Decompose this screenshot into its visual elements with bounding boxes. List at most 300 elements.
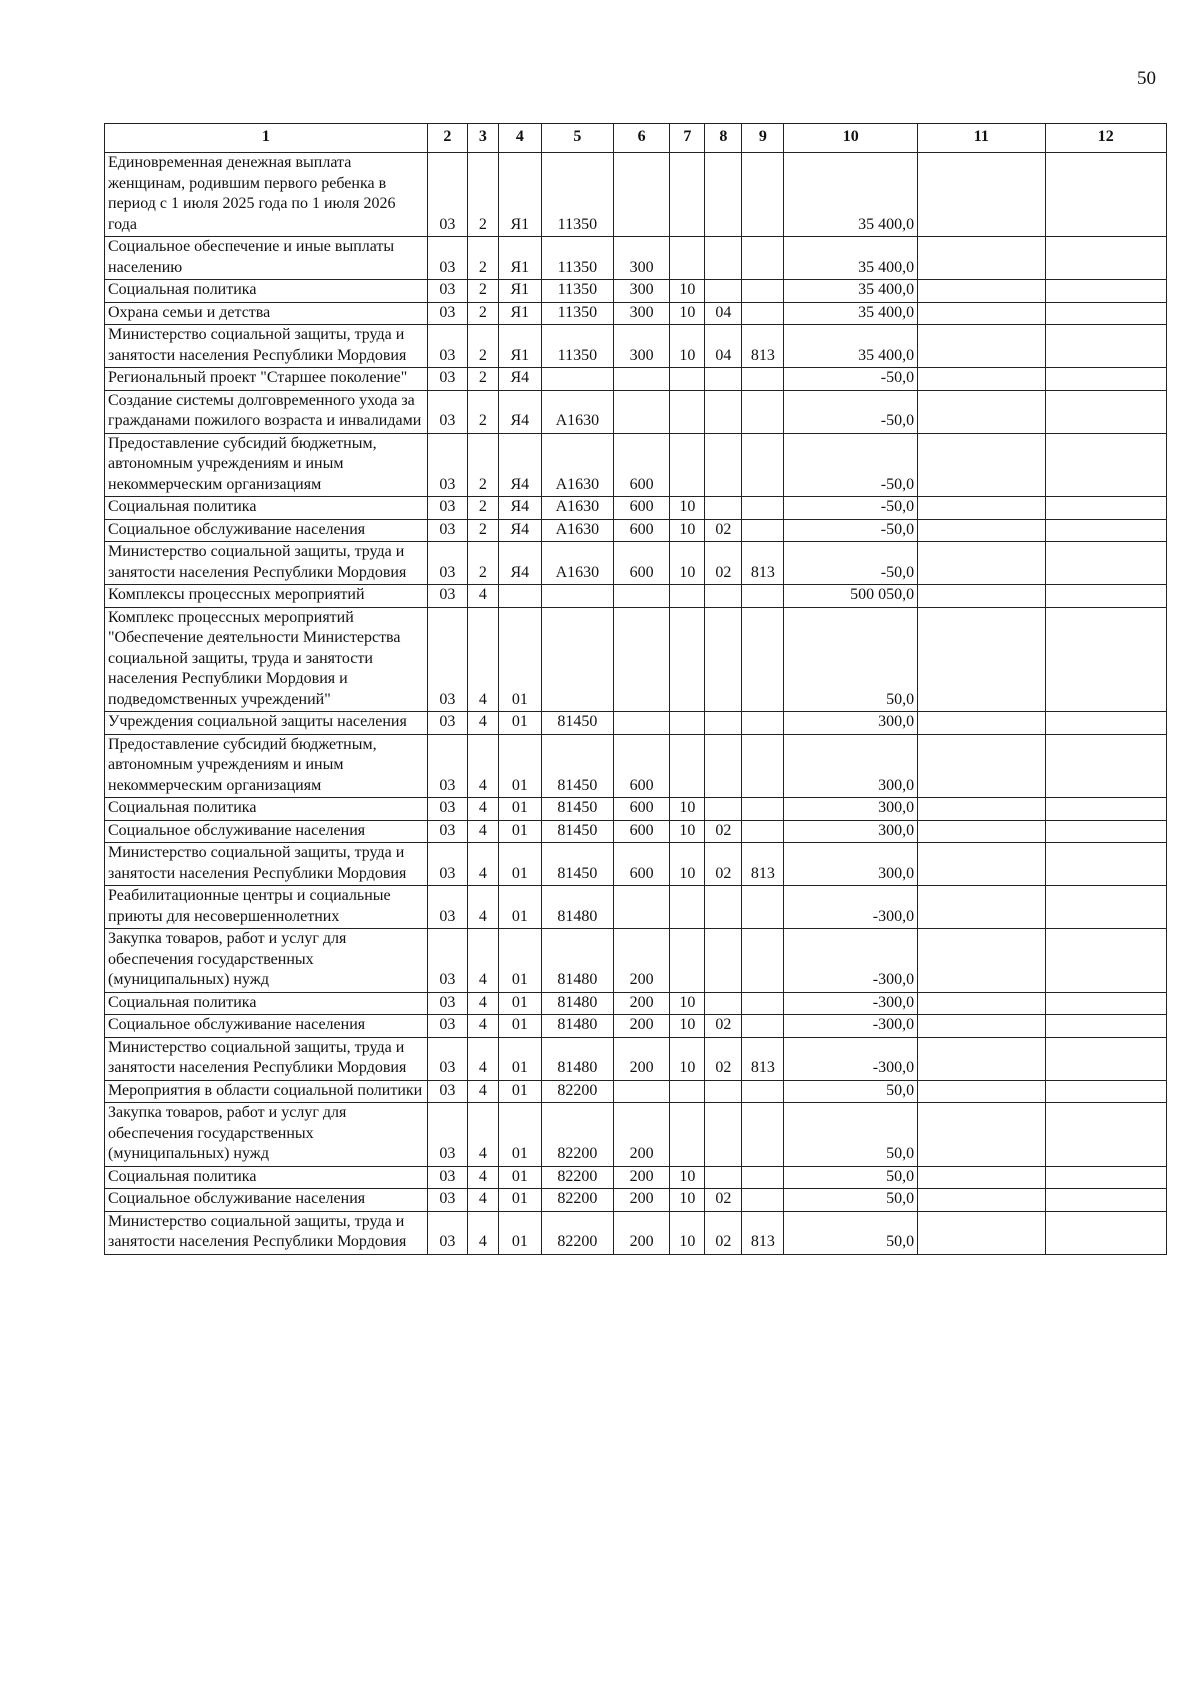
code-cell-9 — [742, 1103, 784, 1167]
code-cell-8 — [705, 433, 742, 497]
code-cell-7 — [670, 368, 705, 391]
code-cell-2: 03 — [427, 1166, 467, 1189]
code-cell-3: 2 — [467, 368, 498, 391]
code-cell-5: 82200 — [541, 1211, 613, 1254]
amount-cell: 300,0 — [784, 820, 918, 843]
code-cell-6: 600 — [613, 519, 670, 542]
code-cell-6: 600 — [613, 542, 670, 585]
code-cell-4: Я4 — [498, 368, 541, 391]
code-cell-8 — [705, 368, 742, 391]
code-cell-3: 2 — [467, 280, 498, 303]
code-cell-7: 10 — [670, 798, 705, 821]
code-cell-9: 813 — [742, 1211, 784, 1254]
code-cell-9 — [742, 280, 784, 303]
amount-cell: 35 400,0 — [784, 280, 918, 303]
code-cell-7 — [670, 237, 705, 280]
code-cell-8 — [705, 992, 742, 1015]
code-cell-8: 04 — [705, 325, 742, 368]
code-cell-7 — [670, 734, 705, 798]
code-cell-7: 10 — [670, 992, 705, 1015]
column-header-12: 12 — [1045, 124, 1166, 153]
code-cell-5: 82200 — [541, 1103, 613, 1167]
code-cell-5: 81480 — [541, 886, 613, 929]
empty-cell-12 — [1045, 1037, 1166, 1080]
code-cell-4: Я1 — [498, 280, 541, 303]
amount-cell: -50,0 — [784, 542, 918, 585]
amount-cell: -50,0 — [784, 497, 918, 520]
empty-cell-12 — [1045, 280, 1166, 303]
empty-cell-12 — [1045, 992, 1166, 1015]
column-header-5: 5 — [541, 124, 613, 153]
code-cell-7: 10 — [670, 820, 705, 843]
code-cell-2: 03 — [427, 734, 467, 798]
row-name-cell: Охрана семьи и детства — [105, 302, 428, 325]
code-cell-3: 4 — [467, 798, 498, 821]
empty-cell-12 — [1045, 302, 1166, 325]
code-cell-2: 03 — [427, 390, 467, 433]
code-cell-9: 813 — [742, 542, 784, 585]
code-cell-9 — [742, 237, 784, 280]
code-cell-5: А1630 — [541, 497, 613, 520]
code-cell-7 — [670, 712, 705, 735]
code-cell-2: 03 — [427, 886, 467, 929]
code-cell-5: 11350 — [541, 302, 613, 325]
code-cell-9 — [742, 519, 784, 542]
code-cell-6: 600 — [613, 843, 670, 886]
row-name-cell: Министерство социальной защиты, труда и занятости населения Республики Мордовия — [105, 843, 428, 886]
code-cell-7 — [670, 886, 705, 929]
code-cell-8 — [705, 237, 742, 280]
empty-cell-11 — [918, 886, 1045, 929]
code-cell-3: 4 — [467, 1037, 498, 1080]
table-row — [105, 734, 1167, 798]
row-name-cell: Закупка товаров, работ и услуг для обеспечения государственных (муниципальных) нужд — [105, 1103, 428, 1167]
code-cell-4: 01 — [498, 1037, 541, 1080]
code-cell-6: 300 — [613, 280, 670, 303]
table-row — [105, 153, 1167, 237]
code-cell-5: 11350 — [541, 325, 613, 368]
code-cell-2: 03 — [427, 302, 467, 325]
code-cell-2: 03 — [427, 433, 467, 497]
row-name-cell: Министерство социальной защиты, труда и занятости населения Республики Мордовия — [105, 1037, 428, 1080]
header-row — [105, 124, 1167, 153]
code-cell-7: 10 — [670, 1015, 705, 1038]
code-cell-7: 10 — [670, 1166, 705, 1189]
row-name-cell: Министерство социальной защиты, труда и занятости населения Республики Мордовия — [105, 1211, 428, 1254]
code-cell-5: 81480 — [541, 992, 613, 1015]
code-cell-5: А1630 — [541, 542, 613, 585]
table-row — [105, 712, 1167, 735]
amount-cell: 300,0 — [784, 734, 918, 798]
empty-cell-12 — [1045, 368, 1166, 391]
code-cell-3: 4 — [467, 820, 498, 843]
amount-cell: 35 400,0 — [784, 302, 918, 325]
code-cell-5: 11350 — [541, 280, 613, 303]
code-cell-4: Я4 — [498, 497, 541, 520]
amount-cell: 300,0 — [784, 798, 918, 821]
code-cell-9 — [742, 153, 784, 237]
column-header-9: 9 — [742, 124, 784, 153]
code-cell-4: 01 — [498, 1166, 541, 1189]
empty-cell-11 — [918, 798, 1045, 821]
code-cell-6: 600 — [613, 734, 670, 798]
code-cell-2: 03 — [427, 798, 467, 821]
code-cell-6: 200 — [613, 1166, 670, 1189]
code-cell-2: 03 — [427, 820, 467, 843]
code-cell-5: 81450 — [541, 798, 613, 821]
table-row — [105, 1103, 1167, 1167]
table-row — [105, 1037, 1167, 1080]
empty-cell-12 — [1045, 153, 1166, 237]
empty-cell-12 — [1045, 1103, 1166, 1167]
code-cell-7 — [670, 153, 705, 237]
code-cell-2: 03 — [427, 992, 467, 1015]
code-cell-3: 4 — [467, 929, 498, 993]
empty-cell-11 — [918, 1103, 1045, 1167]
row-name-cell: Социальное обслуживание населения — [105, 1189, 428, 1212]
empty-cell-12 — [1045, 390, 1166, 433]
code-cell-6: 200 — [613, 1211, 670, 1254]
code-cell-2: 03 — [427, 1211, 467, 1254]
code-cell-6 — [613, 1080, 670, 1103]
empty-cell-11 — [918, 1080, 1045, 1103]
amount-cell: -300,0 — [784, 886, 918, 929]
code-cell-4: Я1 — [498, 302, 541, 325]
code-cell-5: 82200 — [541, 1080, 613, 1103]
amount-cell: -300,0 — [784, 1015, 918, 1038]
empty-cell-11 — [918, 542, 1045, 585]
code-cell-4: Я4 — [498, 390, 541, 433]
empty-cell-11 — [918, 929, 1045, 993]
amount-cell: -50,0 — [784, 390, 918, 433]
code-cell-4: 01 — [498, 1103, 541, 1167]
code-cell-7 — [670, 390, 705, 433]
code-cell-7: 10 — [670, 519, 705, 542]
empty-cell-11 — [918, 843, 1045, 886]
code-cell-4: 01 — [498, 607, 541, 712]
code-cell-7: 10 — [670, 843, 705, 886]
empty-cell-12 — [1045, 237, 1166, 280]
empty-cell-11 — [918, 607, 1045, 712]
column-header-6: 6 — [613, 124, 670, 153]
row-name-cell: Создание системы долговременного ухода за гражданами пожилого возраста и инвалидами — [105, 390, 428, 433]
code-cell-9 — [742, 302, 784, 325]
code-cell-5 — [541, 607, 613, 712]
code-cell-3: 4 — [467, 843, 498, 886]
table-row — [105, 843, 1167, 886]
code-cell-4: 01 — [498, 798, 541, 821]
empty-cell-11 — [918, 368, 1045, 391]
code-cell-9 — [742, 929, 784, 993]
code-cell-2: 03 — [427, 153, 467, 237]
code-cell-5: 81480 — [541, 929, 613, 993]
code-cell-4: Я1 — [498, 325, 541, 368]
empty-cell-12 — [1045, 519, 1166, 542]
code-cell-2: 03 — [427, 1015, 467, 1038]
code-cell-3: 2 — [467, 519, 498, 542]
code-cell-5: 81450 — [541, 712, 613, 735]
table-row — [105, 542, 1167, 585]
table-row — [105, 519, 1167, 542]
code-cell-5: 81480 — [541, 1037, 613, 1080]
code-cell-6: 200 — [613, 1103, 670, 1167]
code-cell-7 — [670, 1103, 705, 1167]
row-name-cell: Закупка товаров, работ и услуг для обеспечения государственных (муниципальных) нужд — [105, 929, 428, 993]
code-cell-4: 01 — [498, 712, 541, 735]
code-cell-9: 813 — [742, 843, 784, 886]
code-cell-2: 03 — [427, 497, 467, 520]
code-cell-4: 01 — [498, 820, 541, 843]
empty-cell-11 — [918, 1189, 1045, 1212]
code-cell-8: 02 — [705, 1037, 742, 1080]
code-cell-9 — [742, 1166, 784, 1189]
code-cell-9 — [742, 992, 784, 1015]
code-cell-7: 10 — [670, 1189, 705, 1212]
column-header-4: 4 — [498, 124, 541, 153]
table-row — [105, 992, 1167, 1015]
amount-cell: 50,0 — [784, 1080, 918, 1103]
code-cell-9 — [742, 712, 784, 735]
table-row — [105, 798, 1167, 821]
code-cell-8 — [705, 153, 742, 237]
empty-cell-12 — [1045, 325, 1166, 368]
code-cell-9 — [742, 607, 784, 712]
code-cell-7 — [670, 433, 705, 497]
code-cell-2: 03 — [427, 585, 467, 608]
code-cell-9 — [742, 820, 784, 843]
empty-cell-12 — [1045, 542, 1166, 585]
code-cell-9 — [742, 390, 784, 433]
code-cell-7: 10 — [670, 302, 705, 325]
code-cell-7 — [670, 1080, 705, 1103]
code-cell-8: 02 — [705, 1015, 742, 1038]
code-cell-8 — [705, 607, 742, 712]
code-cell-2: 03 — [427, 1037, 467, 1080]
code-cell-5: 81450 — [541, 820, 613, 843]
budget-table — [104, 123, 1167, 1255]
code-cell-3: 2 — [467, 497, 498, 520]
table-row — [105, 820, 1167, 843]
code-cell-8 — [705, 390, 742, 433]
code-cell-2: 03 — [427, 542, 467, 585]
empty-cell-12 — [1045, 497, 1166, 520]
code-cell-3: 4 — [467, 585, 498, 608]
code-cell-6: 300 — [613, 237, 670, 280]
amount-cell: 500 050,0 — [784, 585, 918, 608]
code-cell-4: 01 — [498, 1015, 541, 1038]
amount-cell: 50,0 — [784, 1166, 918, 1189]
row-name-cell: Социальное обслуживание населения — [105, 820, 428, 843]
row-name-cell: Единовременная денежная выплата женщинам, родившим первого ребенка в период с 1 июля 2025 года по 1 июля 2026 года — [105, 153, 428, 237]
empty-cell-12 — [1045, 1211, 1166, 1254]
row-name-cell: Социальное обслуживание населения — [105, 1015, 428, 1038]
code-cell-4: 01 — [498, 1211, 541, 1254]
empty-cell-11 — [918, 734, 1045, 798]
empty-cell-11 — [918, 325, 1045, 368]
table-row — [105, 1015, 1167, 1038]
empty-cell-12 — [1045, 929, 1166, 993]
empty-cell-11 — [918, 1211, 1045, 1254]
empty-cell-12 — [1045, 734, 1166, 798]
table-row — [105, 607, 1167, 712]
code-cell-8 — [705, 798, 742, 821]
code-cell-2: 03 — [427, 368, 467, 391]
code-cell-6: 600 — [613, 820, 670, 843]
code-cell-3: 4 — [467, 886, 498, 929]
code-cell-9 — [742, 368, 784, 391]
amount-cell: 300,0 — [784, 712, 918, 735]
code-cell-8 — [705, 497, 742, 520]
code-cell-3: 4 — [467, 1015, 498, 1038]
empty-cell-11 — [918, 992, 1045, 1015]
code-cell-3: 4 — [467, 1080, 498, 1103]
code-cell-4: 01 — [498, 1189, 541, 1212]
column-header-11: 11 — [918, 124, 1045, 153]
code-cell-2: 03 — [427, 607, 467, 712]
code-cell-4: Я1 — [498, 237, 541, 280]
row-name-cell: Предоставление субсидий бюджетным, автономным учреждениям и иным некоммерческим организациям — [105, 433, 428, 497]
code-cell-5 — [541, 585, 613, 608]
table-row — [105, 390, 1167, 433]
amount-cell: 300,0 — [784, 843, 918, 886]
code-cell-2: 03 — [427, 280, 467, 303]
code-cell-3: 4 — [467, 607, 498, 712]
row-name-cell: Комплекс процессных мероприятий "Обеспечение деятельности Министерства социальной защиты, труда и занятости населения Республики Мордовия и подведомственных учреждений" — [105, 607, 428, 712]
empty-cell-11 — [918, 153, 1045, 237]
table-row — [105, 1080, 1167, 1103]
code-cell-8 — [705, 886, 742, 929]
column-header-2: 2 — [427, 124, 467, 153]
empty-cell-11 — [918, 390, 1045, 433]
empty-cell-12 — [1045, 607, 1166, 712]
code-cell-6: 200 — [613, 929, 670, 993]
code-cell-5: 11350 — [541, 237, 613, 280]
row-name-cell: Министерство социальной защиты, труда и занятости населения Республики Мордовия — [105, 542, 428, 585]
code-cell-9 — [742, 497, 784, 520]
code-cell-7 — [670, 929, 705, 993]
table-row — [105, 886, 1167, 929]
row-name-cell: Социальная политика — [105, 1166, 428, 1189]
empty-cell-11 — [918, 712, 1045, 735]
empty-cell-12 — [1045, 1015, 1166, 1038]
table-row — [105, 237, 1167, 280]
code-cell-7: 10 — [670, 542, 705, 585]
empty-cell-11 — [918, 820, 1045, 843]
code-cell-8: 02 — [705, 820, 742, 843]
code-cell-3: 4 — [467, 1189, 498, 1212]
table-row — [105, 368, 1167, 391]
page-number: 50 — [1137, 68, 1156, 89]
amount-cell: -50,0 — [784, 519, 918, 542]
code-cell-2: 03 — [427, 712, 467, 735]
column-header-7: 7 — [670, 124, 705, 153]
code-cell-3: 2 — [467, 433, 498, 497]
empty-cell-11 — [918, 1015, 1045, 1038]
amount-cell: 50,0 — [784, 1189, 918, 1212]
code-cell-8: 02 — [705, 519, 742, 542]
code-cell-7: 10 — [670, 497, 705, 520]
code-cell-9 — [742, 585, 784, 608]
amount-cell: -300,0 — [784, 1037, 918, 1080]
code-cell-5: А1630 — [541, 519, 613, 542]
code-cell-8 — [705, 929, 742, 993]
column-header-8: 8 — [705, 124, 742, 153]
code-cell-6: 600 — [613, 497, 670, 520]
row-name-cell: Социальная политика — [105, 992, 428, 1015]
amount-cell: 50,0 — [784, 1211, 918, 1254]
code-cell-5: 81480 — [541, 1015, 613, 1038]
code-cell-9 — [742, 1080, 784, 1103]
code-cell-9 — [742, 433, 784, 497]
code-cell-6: 200 — [613, 1037, 670, 1080]
code-cell-8 — [705, 1103, 742, 1167]
code-cell-3: 4 — [467, 992, 498, 1015]
code-cell-7: 10 — [670, 1037, 705, 1080]
code-cell-6 — [613, 712, 670, 735]
code-cell-2: 03 — [427, 1103, 467, 1167]
code-cell-4: Я1 — [498, 153, 541, 237]
code-cell-2: 03 — [427, 325, 467, 368]
amount-cell: 50,0 — [784, 1103, 918, 1167]
amount-cell: 35 400,0 — [784, 325, 918, 368]
code-cell-8: 02 — [705, 1189, 742, 1212]
code-cell-6 — [613, 585, 670, 608]
code-cell-3: 4 — [467, 1103, 498, 1167]
code-cell-7: 10 — [670, 280, 705, 303]
empty-cell-12 — [1045, 798, 1166, 821]
code-cell-3: 2 — [467, 302, 498, 325]
code-cell-6: 600 — [613, 433, 670, 497]
code-cell-8: 04 — [705, 302, 742, 325]
code-cell-5: 81450 — [541, 734, 613, 798]
code-cell-2: 03 — [427, 1080, 467, 1103]
table-row — [105, 497, 1167, 520]
code-cell-2: 03 — [427, 237, 467, 280]
table-row — [105, 325, 1167, 368]
code-cell-3: 4 — [467, 712, 498, 735]
code-cell-9: 813 — [742, 325, 784, 368]
code-cell-9: 813 — [742, 1037, 784, 1080]
code-cell-6: 200 — [613, 992, 670, 1015]
code-cell-6: 200 — [613, 1015, 670, 1038]
code-cell-4: 01 — [498, 992, 541, 1015]
empty-cell-11 — [918, 302, 1045, 325]
amount-cell: 50,0 — [784, 607, 918, 712]
table-row — [105, 302, 1167, 325]
code-cell-3: 4 — [467, 734, 498, 798]
empty-cell-11 — [918, 519, 1045, 542]
empty-cell-11 — [918, 433, 1045, 497]
code-cell-7 — [670, 585, 705, 608]
row-name-cell: Комплексы процессных мероприятий — [105, 585, 428, 608]
table-row — [105, 433, 1167, 497]
row-name-cell: Социальное обеспечение и иные выплаты населению — [105, 237, 428, 280]
code-cell-4: 01 — [498, 886, 541, 929]
code-cell-2: 03 — [427, 519, 467, 542]
table-body — [105, 153, 1167, 1255]
code-cell-3: 2 — [467, 390, 498, 433]
code-cell-4: 01 — [498, 734, 541, 798]
code-cell-4: 01 — [498, 929, 541, 993]
empty-cell-11 — [918, 1037, 1045, 1080]
code-cell-8: 02 — [705, 843, 742, 886]
amount-cell: -300,0 — [784, 992, 918, 1015]
code-cell-3: 4 — [467, 1211, 498, 1254]
code-cell-4: 01 — [498, 1080, 541, 1103]
code-cell-7: 10 — [670, 1211, 705, 1254]
code-cell-7 — [670, 607, 705, 712]
table-row — [105, 585, 1167, 608]
